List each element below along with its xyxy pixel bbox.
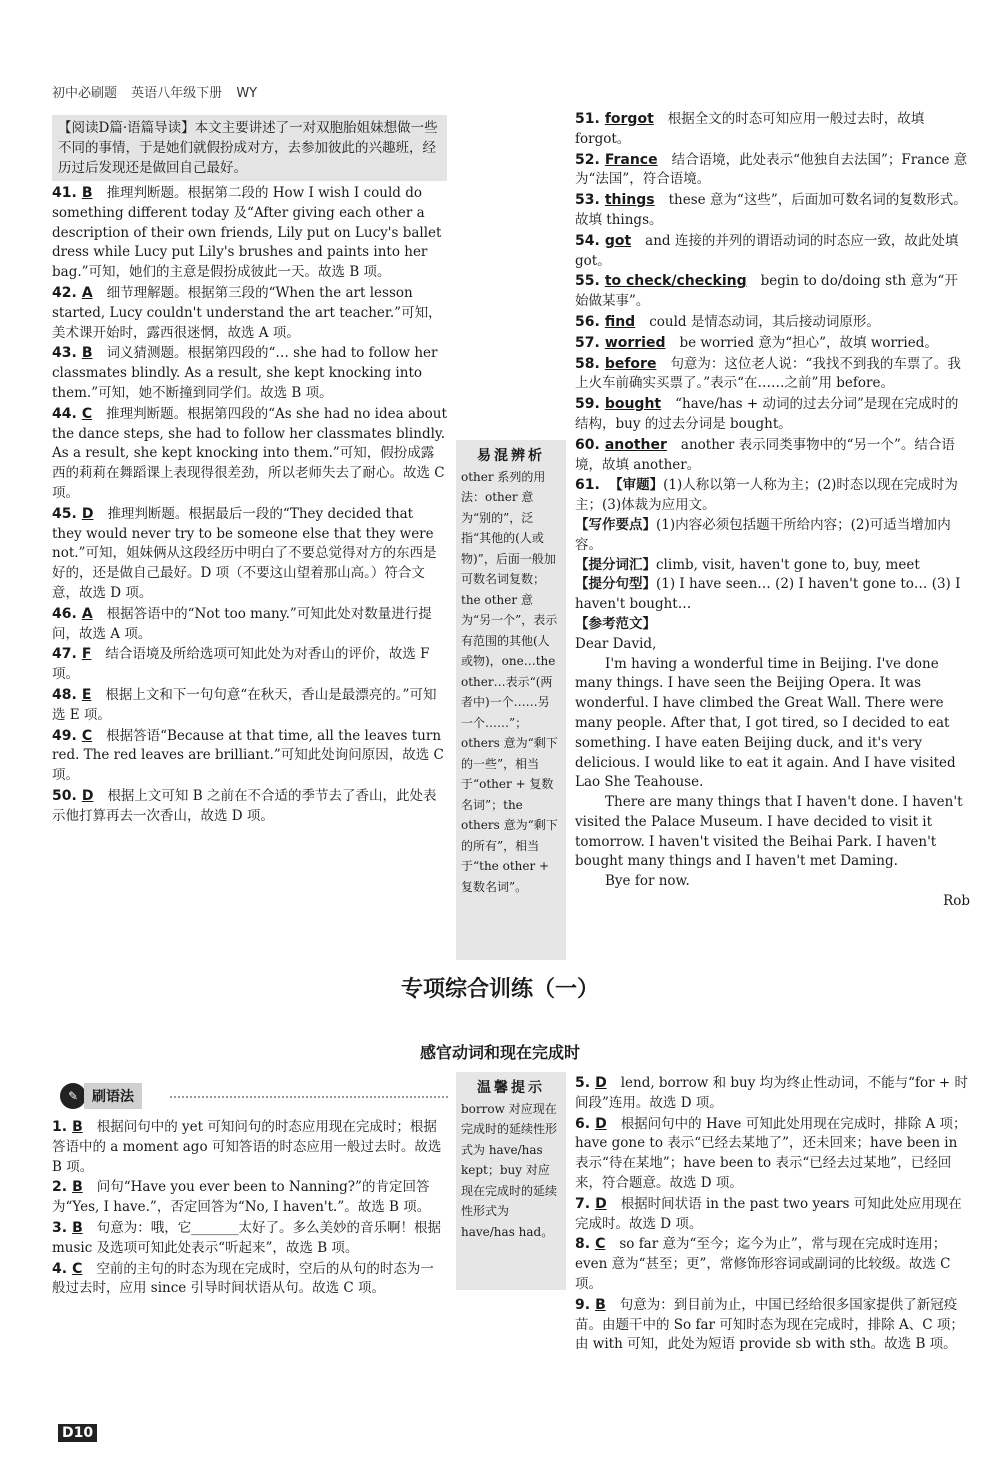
- sample-label: 【参考范文】: [575, 615, 656, 632]
- right-column: [575, 110, 970, 913]
- words-label: 【提分词汇】: [575, 556, 656, 573]
- sample-letter: [575, 635, 970, 912]
- sentences-label: 【提分句型】: [575, 576, 656, 593]
- answer-item: [52, 787, 447, 827]
- answer-item: [575, 436, 970, 476]
- item-explanation: another 表示同类事物中的“另一个”。结合语境，故填 another。: [575, 436, 955, 473]
- item-explanation: 根据上文和下一句句意“在秋天，香山是最漂亮的。”可知选 E 项。: [52, 686, 437, 723]
- item-number: 51.: [575, 111, 600, 127]
- item-number: 46.: [52, 605, 77, 622]
- answer-item: [52, 1178, 447, 1218]
- letter-paragraph-2: There are many things that I haven't done. I haven't visited the Palace Museum. I have decided to visit it tomorrow. I haven't visited the Beihai Park. I haven't bought many things and I haven't met Daming.: [575, 794, 963, 870]
- item-explanation: so far 意为“至今；迄今为止”，常与现在完成时连用；even 意为“甚至；更”，常修饰形容词或副词的比较级。故选 C 项。: [575, 1236, 951, 1292]
- section-title: 专项综合训练（一）: [400, 977, 599, 1002]
- item-number: 6.: [575, 1115, 591, 1132]
- item-number: 58.: [575, 355, 600, 372]
- item-answer: D: [595, 1115, 607, 1132]
- answer-item: [575, 313, 970, 333]
- right-answer-list: [575, 110, 970, 475]
- item-explanation: 推理判断题。根据第二段的 How I wish I could do something different today 及“After giving each other a description of their own friends, Lily put on Lucy's ballet dress while Lucy put Lily's brushes and paints into her bag.”可知，她们的主意是假扮成彼此一天。故选 B 项。: [52, 185, 442, 281]
- sidebar-title: 易混辨析: [477, 448, 545, 464]
- item-explanation: 问句“Have you ever been to Nanning?”的肯定回答为“Yes, I have.”，否定回答为“No, I haven't.”。故选 B 项。: [52, 1179, 431, 1216]
- answer-item: [52, 605, 447, 645]
- answer-item: [575, 232, 970, 272]
- item-explanation: could 是情态动词，其后接动词原形。: [649, 313, 880, 330]
- letter-closing: Bye for now.: [605, 873, 690, 890]
- answer-item: [575, 151, 970, 191]
- item-answer: D: [595, 1195, 607, 1212]
- item-answer: find: [604, 313, 636, 330]
- item-answer: B: [81, 345, 93, 362]
- item-answer: C: [81, 727, 93, 744]
- left-column: [52, 115, 447, 828]
- answer-item: [575, 1235, 970, 1294]
- answer-item: [52, 1118, 447, 1177]
- item-answer: E: [81, 686, 92, 703]
- item-answer: forgot: [604, 111, 654, 127]
- sidebar-title: 温馨提示: [477, 1080, 545, 1096]
- item-explanation: these 意为“这些”，后面加可数名词的复数形式。故填 things。: [575, 192, 967, 228]
- item-explanation: “have/has + 动词的过去分词”是现在完成时的结构，buy 的过去分词是 bought。: [575, 396, 959, 432]
- item-explanation: 推理判断题。根据第四段的“As she had no idea about the dance steps, she had to follow her classmates blindly. As a result, she kept knocking into them.”可知，假扮成露西的莉莉在舞蹈课上表现得很差劲，所以老师失去了耐心。故选 C 项。: [52, 405, 447, 501]
- item-explanation: 根据问句中的 yet 可知问句的时态应用现在完成时；根据答语中的 a moment ago 可知答语的时态应用一般过去时。故选 B 项。: [52, 1119, 442, 1175]
- item-explanation: be worried 意为“担心”，故填 worried。: [679, 334, 938, 351]
- item-explanation: 结合语境及所给选项可知此处为对香山的评价，故选 F 项。: [52, 646, 430, 683]
- item-answer: to check/checking: [604, 273, 747, 290]
- item-explanation: 空前的主句的时态为现在完成时，空后的从句的时态为一般过去时，应用 since 引导时间状语从句。故选 C 项。: [52, 1260, 434, 1297]
- answer-item: [52, 505, 447, 604]
- page-number: D10: [58, 1424, 97, 1442]
- item-number: 60.: [575, 436, 600, 453]
- answer-item: [575, 1074, 970, 1114]
- item-answer: D: [595, 1075, 607, 1091]
- answer-item: [52, 344, 447, 403]
- item-number: 4.: [52, 1260, 68, 1277]
- item-number: 52.: [575, 151, 600, 168]
- item-number: 7.: [575, 1195, 591, 1212]
- sidebar-text: borrow 对应现在完成时的延续性形式为 have/has kept；buy 对应现在完成时的延续性形式为 have/has had。: [461, 1101, 558, 1239]
- item-answer: another: [604, 436, 667, 453]
- answer-item: [52, 284, 447, 343]
- sentences-text: (1) I have seen… (2) I haven't gone to… (3) I haven't bought…: [575, 576, 961, 613]
- item-number: 48.: [52, 686, 77, 703]
- item-answer: B: [595, 1296, 606, 1313]
- points-label: 【写作要点】: [575, 516, 656, 533]
- item-answer: bought: [604, 396, 662, 413]
- pen-icon: ✎: [60, 1083, 86, 1109]
- item-number: 56.: [575, 313, 600, 330]
- grammar-tag-label: 刷语法: [84, 1083, 142, 1109]
- item-number: 59.: [575, 396, 600, 413]
- item-explanation: 词义猜测题。根据第四段的“… she had to follow her classmates blindly. As a result, she kept knocking into them.”可知，她不断撞到同学们。故选 B 项。: [52, 345, 438, 401]
- item-answer: B: [72, 1119, 83, 1135]
- item-answer: before: [604, 355, 657, 372]
- bottom-left-answer-list: [52, 1118, 447, 1299]
- item-explanation: 句意为：这位老人说：“我找不到我的车票了。我上火车前确实买票了。”表示“在……之前”用 before。: [575, 355, 961, 392]
- letter-paragraph-1: I'm having a wonderful time in Beijing. I've done many things. I have seen the Beijing Opera. It was wonderful. I have climbed the Great Wall. There were many people. After that, I got tired, so I decided to eat something. I have eaten Beijing duck, and it's very delicious. I would like to eat it again. And I have visited Lao She Teahouse.: [575, 655, 956, 791]
- answer-item: [52, 1260, 447, 1300]
- item-answer: things: [604, 192, 655, 209]
- tip-sidebar-reminder: [456, 1072, 566, 1290]
- dotted-divider: [170, 1096, 448, 1098]
- item-number: 8.: [575, 1236, 591, 1253]
- answer-item: [575, 395, 970, 435]
- item-number: 9.: [575, 1296, 591, 1313]
- item-explanation: 句意为：到目前为止，中国已经给很多国家提供了新冠疫苗。由题干中的 So far 可知时态为现在完成时，排除 A、C 项；由 with 可知，此处为短语 provide sb with sth。故选 B 项。: [575, 1296, 964, 1353]
- answer-item: [52, 184, 447, 283]
- subject-name: 英语八年级下册: [131, 86, 223, 101]
- item-number: 55.: [575, 273, 600, 290]
- item-number: 49.: [52, 727, 77, 744]
- item-answer: C: [81, 405, 93, 422]
- item-explanation: 根据答语中的“Not too many.”可知此处对数量进行提问，故选 A 项。: [52, 605, 432, 642]
- points-text: (1)内容必须包括题干所给内容；(2)可适当增加内容。: [575, 516, 951, 553]
- item-number: 1.: [52, 1119, 68, 1135]
- letter-greeting: Dear David,: [575, 635, 657, 652]
- item-explanation: 根据上文可知 B 之前在不合适的季节去了香山，此处表示他打算再去一次香山，故选 D 项。: [52, 787, 437, 824]
- item-number: 50.: [52, 787, 77, 804]
- item-number: 54.: [575, 232, 600, 249]
- item-answer: D: [81, 787, 94, 804]
- item-number: 53.: [575, 192, 600, 209]
- review-text: (1)人称以第一人称为主；(2)时态以现在完成时为主；(3)体裁为应用文。: [575, 477, 958, 514]
- item-number: 61.: [575, 477, 600, 494]
- item-number: 45.: [52, 505, 77, 522]
- sidebar-text: other 系列的用法：other 意为“别的”，泛指“其他的(人或物)”，后面一般加可数名词复数；the other 意为“另一个”，表示有范围的其他(人或物)，one…the other…表示“(两者中)一个……另一个……”；others 意为“剩下的一些”，相当于“other + 复数名词”；the others 意为“剩下的所有”，相当于“the other + 复数名词”。: [461, 469, 558, 894]
- answer-item: [52, 645, 447, 685]
- item-number: 42.: [52, 284, 77, 301]
- item-explanation: and 连接的并列的谓语动词的时态应一致，故此处填 got。: [575, 232, 959, 269]
- answer-item: [575, 334, 970, 354]
- item-explanation: 句意为：哦，它_______太好了。多么美妙的音乐啊！根据 music 及选项可知此处表示“听起来”，故选 B 项。: [52, 1219, 441, 1256]
- answer-item: [52, 405, 447, 504]
- answer-item: [575, 355, 970, 395]
- item-answer: D: [81, 505, 94, 522]
- item-explanation: 根据问句中的 Have 可知此处用现在完成时，排除 A 项；have gone to 表示“已经去某地了”，还未回来；have been in 表示“待在某地”；have been to 表示“已经去过某地”，已经回来，符合题意。故选 D 项。: [575, 1115, 967, 1191]
- item-answer: C: [72, 1260, 83, 1277]
- item-answer: got: [604, 232, 632, 249]
- bottom-right-answer-list: [575, 1074, 970, 1355]
- answer-item: [52, 727, 447, 786]
- answer-item: [575, 191, 970, 231]
- answer-item: [575, 1296, 970, 1355]
- item-explanation: lend, borrow 和 buy 均为终止性动词，不能与“for + 时间段”连用。故选 D 项。: [575, 1075, 968, 1111]
- reading-intro: 【阅读D篇·语篇导读】本文主要讲述了一对双胞胎姐妹想做一些不同的事情，于是她们就假扮成对方，去参加彼此的兴趣班，经历过后发现还是做回自己最好。: [52, 115, 447, 181]
- item-answer: France: [604, 151, 658, 168]
- item-number: 2.: [52, 1179, 68, 1196]
- letter-signature: Rob: [943, 893, 970, 910]
- item-number: 3.: [52, 1219, 68, 1236]
- item-explanation: 推理判断题。根据最后一段的“They decided that they would never try to be someone else that they were not.”可知，姐妹俩从这段经历中明白了不要总觉得对方的东西是好的，还是做自己最好。D 项（不要这山望着那山高。）符合文意，故选 D 项。: [52, 505, 437, 601]
- section-subtitle: 感官动词和现在完成时: [419, 1043, 580, 1062]
- grammar-tag: [60, 1083, 165, 1109]
- item-answer: B: [81, 185, 93, 201]
- item-answer: B: [72, 1219, 83, 1236]
- item-number: 41.: [52, 185, 77, 201]
- bottom-right-column: [575, 1074, 970, 1356]
- item-answer: C: [595, 1236, 606, 1253]
- words-text: climb, visit, haven't gone to, buy, meet: [656, 556, 920, 573]
- item-number: 47.: [52, 646, 77, 663]
- item-explanation: begin to do/doing sth 意为“开始做某事”。: [575, 273, 958, 310]
- item-answer: B: [72, 1179, 83, 1196]
- edition-code: WY: [236, 86, 258, 101]
- item-number: 5.: [575, 1075, 591, 1091]
- answer-item: [52, 686, 447, 726]
- item-answer: worried: [604, 334, 666, 351]
- book-name: 初中必刷题: [52, 86, 118, 101]
- item-explanation: 结合语境，此处表示“他独自去法国”；France 意为“法国”，符合语境。: [575, 151, 968, 188]
- writing-answer: [575, 476, 970, 912]
- answer-item: [575, 1195, 970, 1235]
- item-answer: A: [81, 284, 93, 301]
- review-label: 【审题】: [609, 477, 664, 494]
- item-number: 57.: [575, 334, 600, 351]
- page-header: [52, 82, 267, 101]
- item-number: 44.: [52, 405, 77, 422]
- item-explanation: 根据全文的时态可知应用一般过去时，故填 forgot。: [575, 111, 925, 147]
- answer-item: [575, 110, 970, 150]
- left-answer-list: [52, 184, 447, 827]
- item-number: 43.: [52, 345, 77, 362]
- item-explanation: 细节理解题。根据第三段的“When the art lesson started, Lucy couldn't understand the art teacher.”可知，美术课开始时，露西很迷惘，故选 A 项。: [52, 284, 442, 341]
- answer-item: [575, 272, 970, 312]
- item-explanation: 根据答语“Because at that time, all the leaves turn red. The red leaves are brilliant.”可知此处询问原因，故选 C 项。: [52, 727, 444, 784]
- item-answer: A: [81, 605, 93, 622]
- bottom-left-column: [52, 1118, 447, 1300]
- answer-item: [52, 1219, 447, 1259]
- item-explanation: 根据时间状语 in the past two years 可知此处应用现在完成时。故选 D 项。: [575, 1195, 962, 1232]
- tip-sidebar-confusables: [456, 440, 566, 960]
- answer-item: [575, 1115, 970, 1194]
- item-answer: F: [81, 646, 92, 663]
